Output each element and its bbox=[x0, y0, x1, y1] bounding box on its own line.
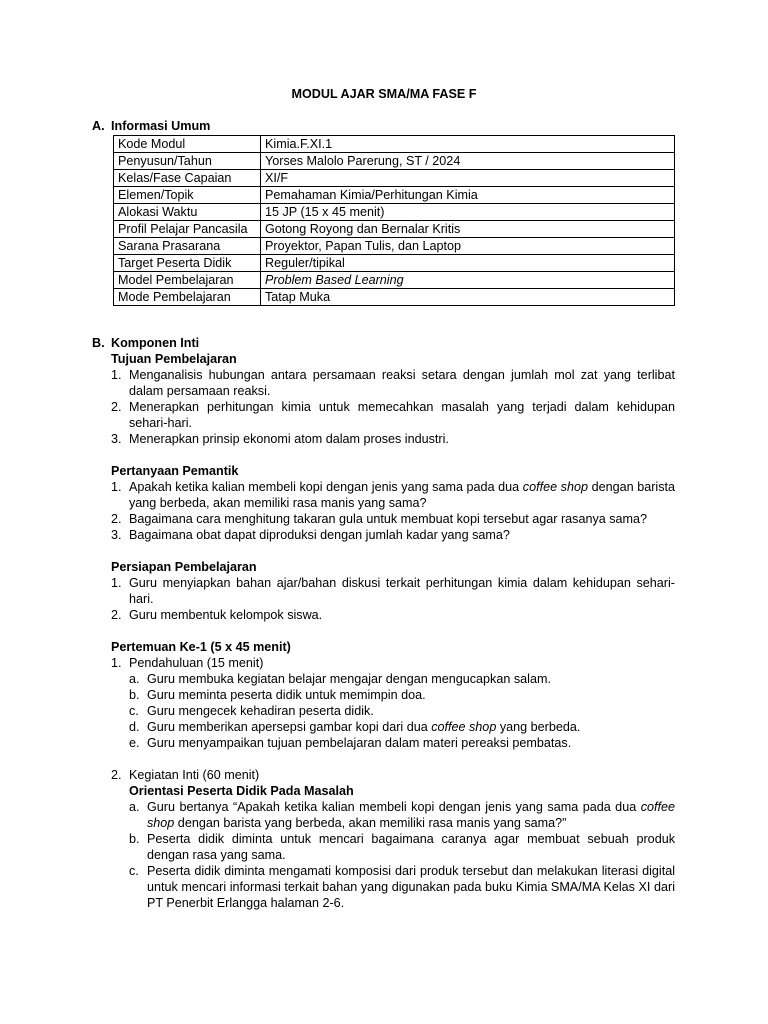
table-key: Penyusun/Tahun bbox=[114, 153, 261, 170]
list-item: b. Guru meminta peserta didik untuk memimpin doa. bbox=[129, 688, 426, 702]
table-value: XI/F bbox=[261, 170, 675, 187]
list-item: d. Guru memberikan apersepsi gambar kopi dari dua coffee shop yang berbeda. bbox=[129, 720, 581, 734]
pertemuan-heading: Pertemuan Ke-1 (5 x 45 menit) bbox=[111, 640, 291, 654]
table-row bbox=[114, 136, 675, 153]
list-item: 1. Menganalisis hubungan antara persamaan reaksi setara dengan jumlah mol zat yang terlibat dalam persamaan reaksi. bbox=[111, 368, 675, 398]
list-item: 2. Menerapkan perhitungan kimia untuk memecahkan masalah yang terjadi dalam kehidupan sehari-hari. bbox=[111, 400, 675, 430]
page-title: MODUL AJAR SMA/MA FASE F bbox=[291, 87, 477, 101]
table-value: Reguler/tipikal bbox=[261, 255, 675, 272]
tujuan-list bbox=[111, 367, 675, 447]
section-a-title: Informasi Umum bbox=[111, 119, 211, 133]
pertemuan-list bbox=[111, 655, 675, 911]
table-value: Kimia.F.XI.1 bbox=[261, 136, 675, 153]
section-b-body bbox=[111, 351, 675, 911]
section-b-letter: B. bbox=[92, 336, 105, 350]
list-item: b. Peserta didik diminta untuk mencari bagaimana caranya agar membuat sebuah produk dengan rasa yang sama. bbox=[129, 832, 675, 862]
table-value: Gotong Royong dan Bernalar Kritis bbox=[261, 221, 675, 238]
persiapan-list bbox=[111, 575, 675, 623]
table-value: Yorses Malolo Parerung, ST / 2024 bbox=[261, 153, 675, 170]
table-value: Proyektor, Papan Tulis, dan Laptop bbox=[261, 238, 675, 255]
list-item: a. Guru bertanya “Apakah ketika kalian membeli kopi dengan jenis yang sama pada dua coffee shop dengan barista yang berbeda, akan memiliki rasa manis yang sama?” bbox=[129, 800, 675, 830]
table-row bbox=[114, 289, 675, 306]
table-key: Kode Modul bbox=[114, 136, 261, 153]
tujuan-heading: Tujuan Pembelajaran bbox=[111, 352, 237, 366]
table-key: Mode Pembelajaran bbox=[114, 289, 261, 306]
list-item: a. Guru membuka kegiatan belajar mengajar dengan mengucapkan salam. bbox=[129, 672, 551, 686]
table-row bbox=[114, 221, 675, 238]
table-row bbox=[114, 187, 675, 204]
table-key: Elemen/Topik bbox=[114, 187, 261, 204]
table-row bbox=[114, 238, 675, 255]
table-key: Sarana Prasarana bbox=[114, 238, 261, 255]
pertanyaan-list bbox=[111, 479, 675, 543]
info-table bbox=[113, 135, 675, 306]
list-item: 1. Pendahuluan (15 menit) bbox=[111, 656, 264, 670]
section-a-heading bbox=[92, 118, 210, 134]
pertanyaan-heading: Pertanyaan Pemantik bbox=[111, 464, 239, 478]
table-key: Kelas/Fase Capaian bbox=[114, 170, 261, 187]
list-item: 3. Bagaimana obat dapat diproduksi dengan jumlah kadar yang sama? bbox=[111, 528, 510, 542]
table-value: Tatap Muka bbox=[261, 289, 675, 306]
list-item: 1. Apakah ketika kalian membeli kopi dengan jenis yang sama pada dua coffee shop dengan barista yang berbeda, akan memiliki rasa manis yang sama? bbox=[111, 480, 675, 510]
table-key: Profil Pelajar Pancasila bbox=[114, 221, 261, 238]
list-item: 1. Guru menyiapkan bahan ajar/bahan diskusi terkait perhitungan kimia dalam kehidupan sehari-hari. bbox=[111, 576, 675, 606]
section-a-letter: A. bbox=[92, 119, 105, 133]
section-b-title: Komponen Inti bbox=[111, 336, 200, 350]
list-item: 3. Menerapkan prinsip ekonomi atom dalam proses industri. bbox=[111, 432, 449, 446]
table-value: Problem Based Learning bbox=[261, 272, 675, 289]
table-key: Target Peserta Didik bbox=[114, 255, 261, 272]
table-row bbox=[114, 272, 675, 289]
table-value: 15 JP (15 x 45 menit) bbox=[261, 204, 675, 221]
table-value: Pemahaman Kimia/Perhitungan Kimia bbox=[261, 187, 675, 204]
list-item: c. Guru mengecek kehadiran peserta didik. bbox=[129, 704, 374, 718]
table-row bbox=[114, 255, 675, 272]
list-item: 2. Bagaimana cara menghitung takaran gula untuk membuat kopi tersebut agar rasanya sama? bbox=[111, 512, 648, 526]
list-item: 2. Kegiatan Inti (60 menit) bbox=[111, 768, 260, 782]
list-item: c. Peserta didik diminta mengamati komposisi dari produk tersebut dan melakukan literasi digital untuk mencari informasi terkait bahan yang digunakan pada buku Kimia SMA/MA Kelas XI dari PT Penerbit Erlangga halaman 2-6. bbox=[129, 864, 675, 910]
table-key: Alokasi Waktu bbox=[114, 204, 261, 221]
table-row bbox=[114, 204, 675, 221]
orientasi-heading: Orientasi Peserta Didik Pada Masalah bbox=[129, 784, 354, 798]
table-row bbox=[114, 153, 675, 170]
table-key: Model Pembelajaran bbox=[114, 272, 261, 289]
persiapan-heading: Persiapan Pembelajaran bbox=[111, 560, 257, 574]
section-b-heading bbox=[92, 335, 199, 351]
list-item: 2. Guru membentuk kelompok siswa. bbox=[111, 608, 323, 622]
table-row bbox=[114, 170, 675, 187]
list-item: e. Guru menyampaikan tujuan pembelajaran dalam materi pereaksi pembatas. bbox=[129, 736, 572, 750]
